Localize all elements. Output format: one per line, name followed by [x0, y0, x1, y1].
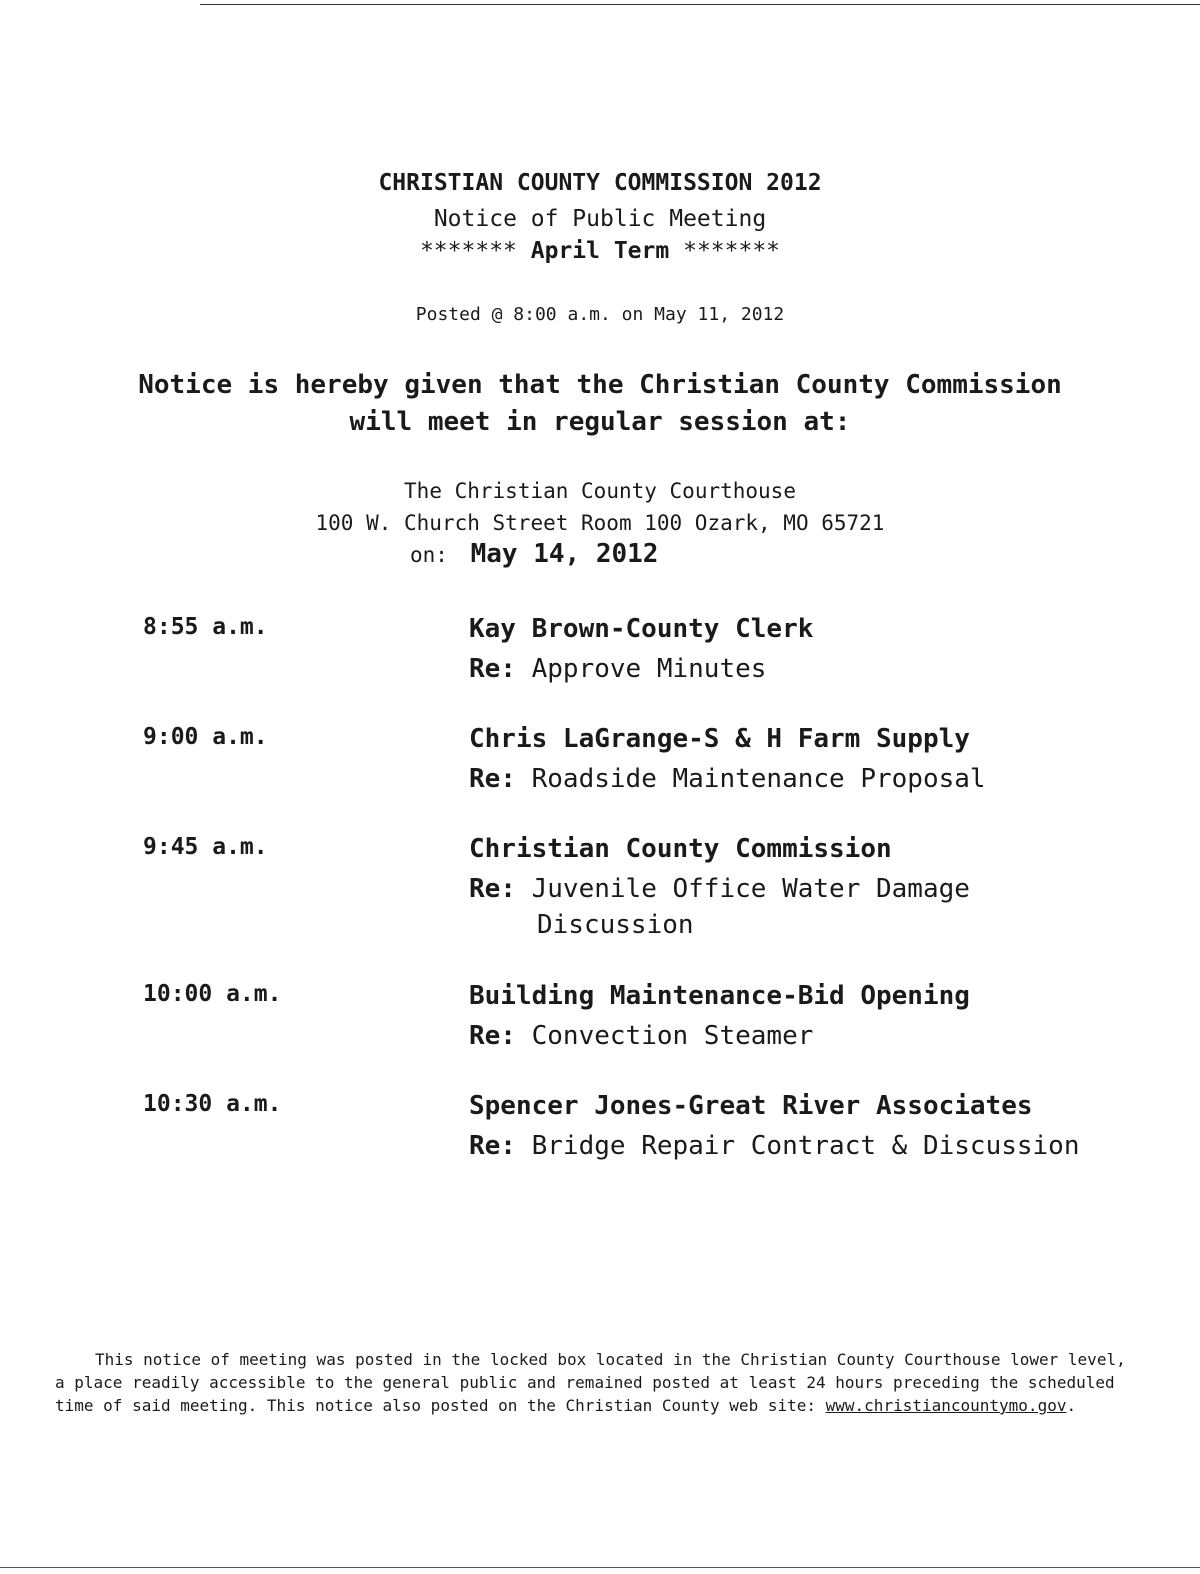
agenda-topic-text: Juvenile Office Water Damage	[531, 874, 970, 904]
re-label: Re:	[469, 874, 516, 904]
agenda-time: 10:30 a.m.	[143, 1091, 282, 1117]
term-name: April Term	[530, 238, 670, 264]
county-website-link[interactable]: www.christiancountymo.gov	[825, 1396, 1067, 1415]
agenda-time: 9:00 a.m.	[143, 724, 268, 750]
document-title: CHRISTIAN COUNTY COMMISSION 2012	[378, 170, 822, 196]
agenda-time: 8:55 a.m.	[143, 614, 268, 640]
agenda-topic	[469, 1018, 1189, 1054]
posting-statement	[55, 1348, 1135, 1417]
meeting-date: May 14, 2012	[470, 539, 659, 569]
agenda-time: 9:45 a.m.	[143, 834, 268, 860]
agenda-topic-text: Bridge Repair Contract & Discussion	[531, 1131, 1080, 1161]
meeting-date-line	[410, 539, 658, 569]
agenda-presenter: Spencer Jones-Great River Associates	[469, 1091, 1033, 1121]
term-stars-left: *******	[419, 238, 517, 264]
agenda-presenter: Kay Brown-County Clerk	[469, 614, 814, 644]
location-address: 100 W. Church Street Room 100 Ozark, MO 65721	[315, 511, 885, 535]
notice-line-2: will meet in regular session at:	[349, 407, 851, 437]
agenda-presenter: Building Maintenance-Bid Opening	[469, 981, 970, 1011]
term-line	[0, 238, 1200, 264]
re-label: Re:	[469, 1131, 516, 1161]
agenda-topic	[469, 761, 1189, 797]
term-stars-right: *******	[683, 238, 781, 264]
agenda-topic-text: Approve Minutes	[531, 654, 767, 684]
agenda-topic-text: Roadside Maintenance Proposal	[531, 764, 986, 794]
agenda-time: 10:00 a.m.	[143, 981, 282, 1007]
notice-line-1: Notice is hereby given that the Christian County Commission	[138, 370, 1062, 400]
posted-timestamp: Posted @ 8:00 a.m. on May 11, 2012	[415, 304, 785, 325]
notice-statement	[0, 367, 1200, 441]
re-label: Re:	[469, 654, 516, 684]
meeting-location	[0, 475, 1200, 539]
re-label: Re:	[469, 1021, 516, 1051]
agenda-topic	[469, 651, 1189, 687]
agenda-presenter: Christian County Commission	[469, 834, 892, 864]
on-label: on:	[410, 543, 448, 567]
posting-statement-end: .	[1066, 1396, 1077, 1415]
document-subtitle: Notice of Public Meeting	[433, 206, 767, 232]
agenda-topic-continuation: Discussion	[537, 910, 694, 940]
agenda-topic	[469, 1128, 1189, 1164]
agenda-presenter: Chris LaGrange-S & H Farm Supply	[469, 724, 970, 754]
agenda-topic	[469, 871, 1189, 943]
top-border-line	[200, 4, 1200, 5]
agenda-topic-text: Convection Steamer	[531, 1021, 814, 1051]
posting-statement-text: This notice of meeting was posted in the locked box located in the Christian County Courthouse lower level, a place readily accessible to the general public and remained posted at least 24 hours preceding the scheduled time of said meeting. This notice also posted on the Christian County web site:	[55, 1350, 1126, 1415]
location-building: The Christian County Courthouse	[404, 479, 796, 503]
bottom-border-line	[0, 1567, 1200, 1568]
re-label: Re:	[469, 764, 516, 794]
